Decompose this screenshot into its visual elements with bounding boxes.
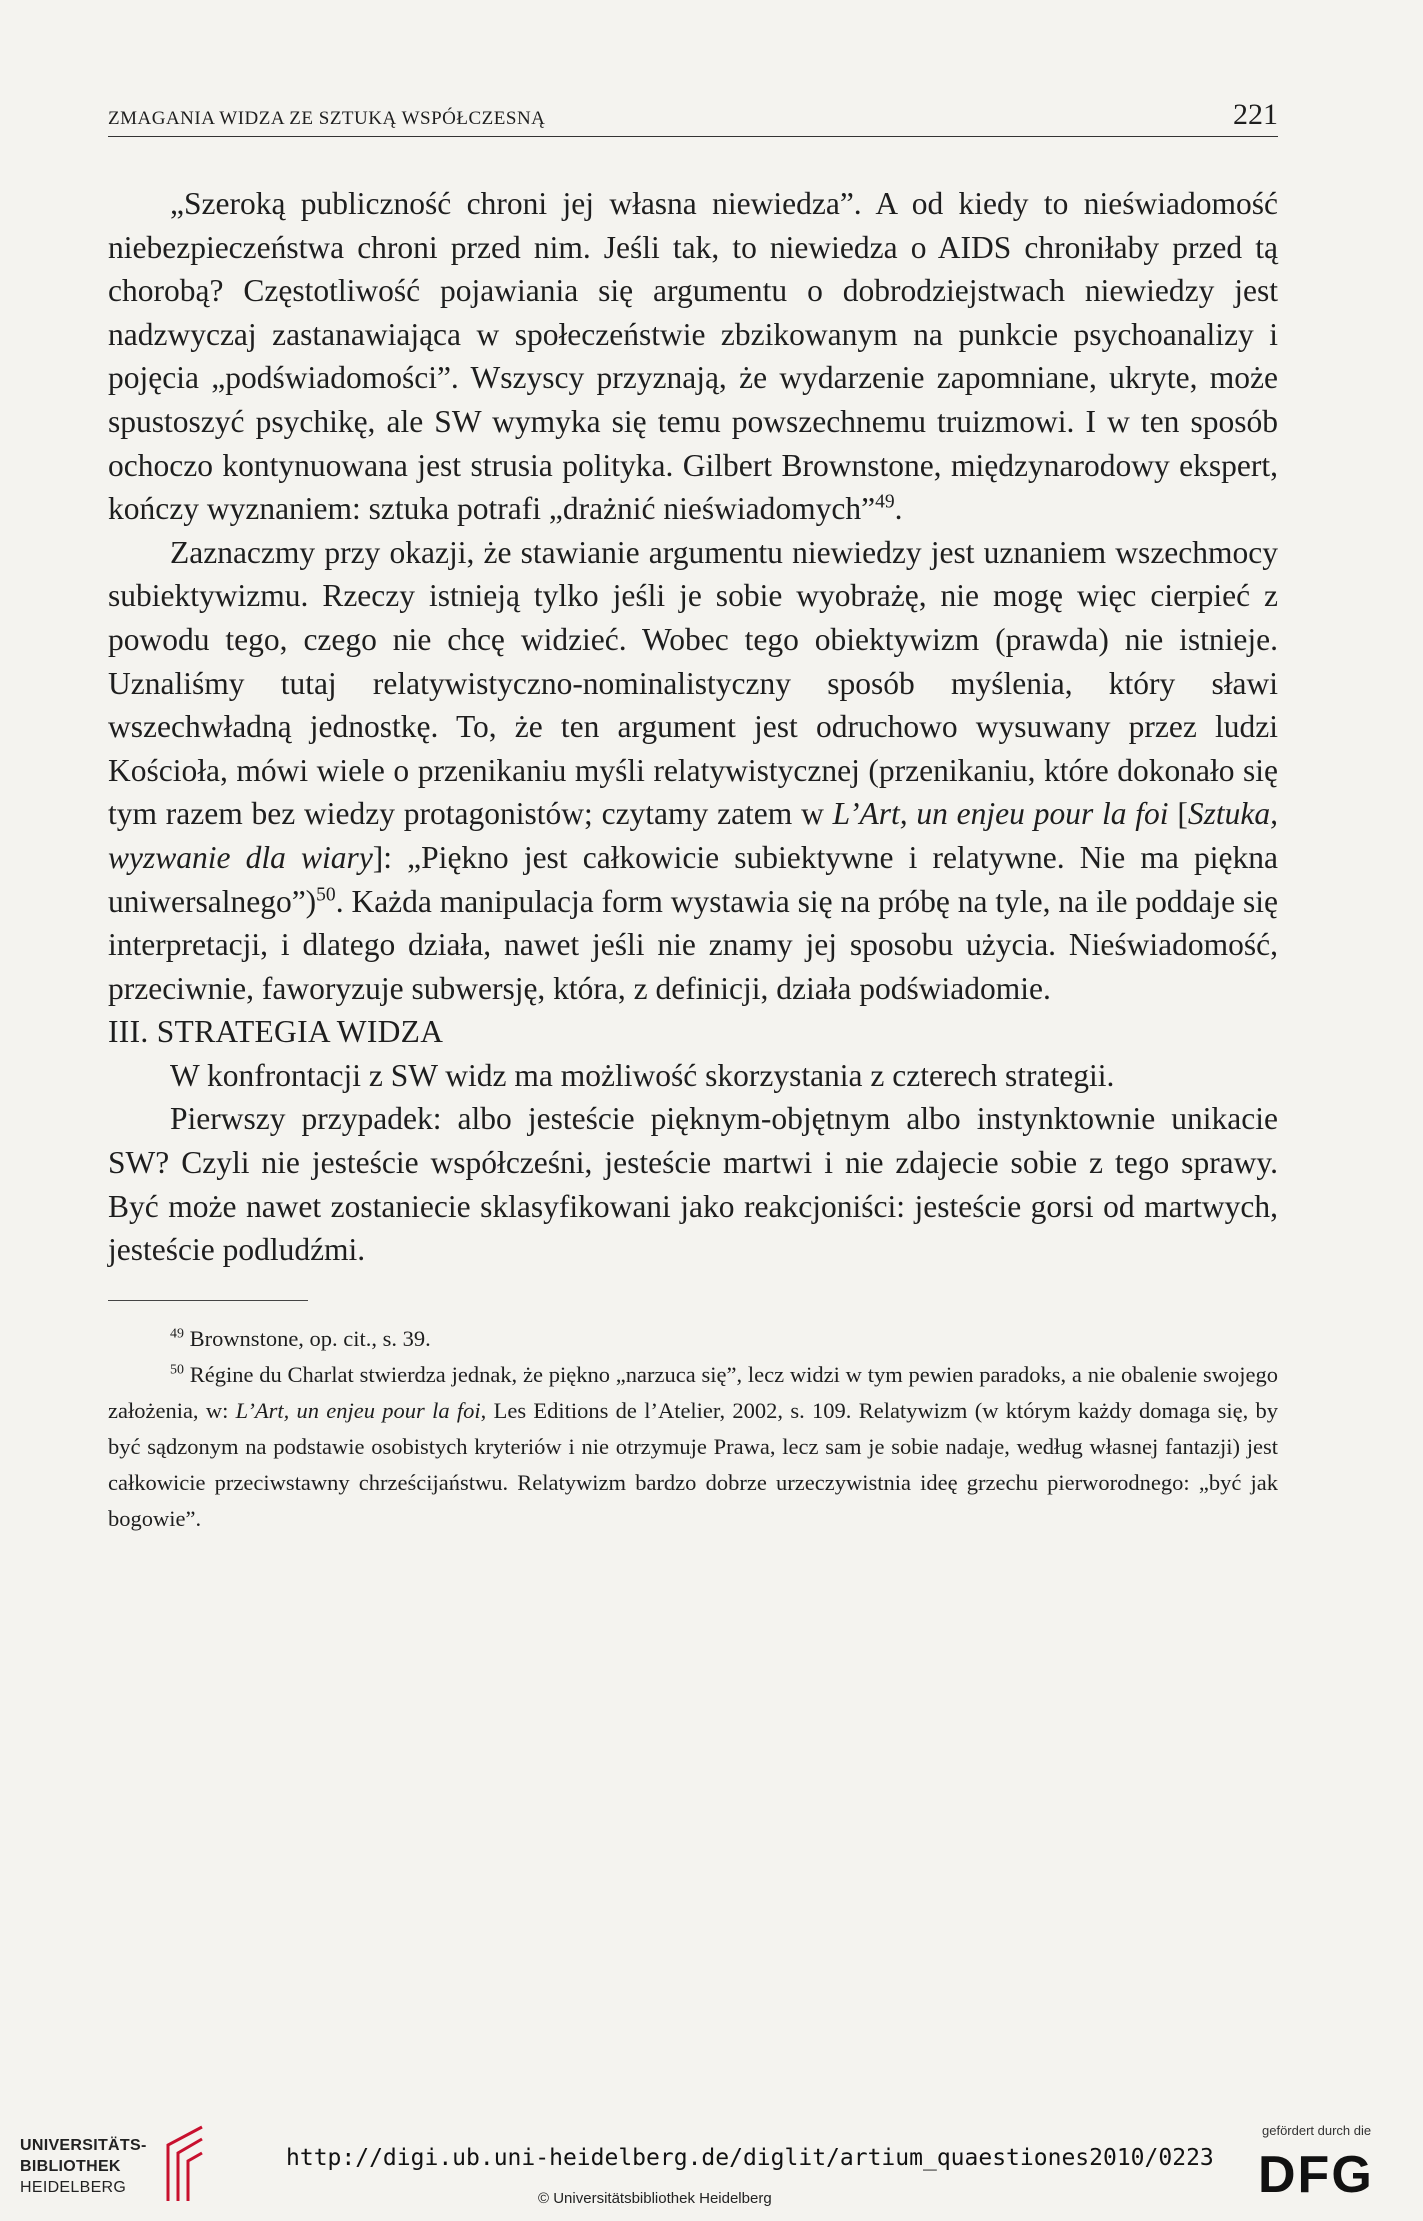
running-title: ZMAGANIA WIDZA ZE SZTUKĄ WSPÓŁCZESNĄ bbox=[108, 108, 546, 129]
library-mark-icon bbox=[160, 2123, 210, 2203]
footnote-49 bbox=[108, 1321, 1278, 1357]
paragraph-1-text: „Szeroką publiczność chroni jej własna niewiedza”. A od kiedy to nieświadomość niebezpieczeństwa chroni przed nim. Jeśli tak, to niewiedza o AIDS chroniłaby przed tą chorobą? Częstotliwość pojawiania się argumentu o dobrodziejstwach niewiedzy jest nadzwyczaj zastanawiająca w społeczeństwie zbzikowanym na punkcie psychoanalizy i pojęcia „podświadomości”. Wszyscy przyznają, że wydarzenie zapomniane, ukryte, może spustoszyć psychikę, ale SW wymyka się temu powszechnemu truizmowi. I w ten sposób ochoczo kontynuowana jest strusia polityka. Gilbert Brownstone, międzynarodowy ekspert, kończy wyznaniem: sztuka potrafi „drażnić nieświadomych” bbox=[108, 186, 1278, 527]
footnote-ref-50: 50 bbox=[316, 884, 336, 905]
library-name-line-3: HEIDELBERG bbox=[20, 2179, 127, 2196]
footnote-divider bbox=[108, 1300, 308, 1301]
book-title-french: L’Art, un enjeu pour la foi bbox=[832, 796, 1169, 832]
footnote-50-book-title: L’Art, un enjeu pour la foi bbox=[235, 1397, 481, 1423]
footnote-50-rest: , Les Editions de l’Atelier, 2002, s. 109. Relatywizm (w którym każdy domaga się, by być sądzonym na podstawie osobistych kryteriów i nie otrzymuje Prawa, lecz sam je sobie nadaje, według własnej fantazji) jest całkowicie przeciwstawny chrześcijaństwu. Relatywizm bardzo dobrze urzeczywistnia ideę grzechu pierworodnego: „być jak bogowie”. bbox=[108, 1397, 1278, 1531]
dfg-funding-badge bbox=[1258, 2123, 1408, 2218]
library-logo[interactable] bbox=[20, 2123, 230, 2213]
footnote-49-number: 49 bbox=[170, 1326, 184, 1342]
footnote-50-number: 50 bbox=[170, 1362, 184, 1378]
paragraph-2-bracket: [ bbox=[1168, 796, 1188, 832]
footnote-ref-49: 49 bbox=[875, 491, 895, 513]
library-name-line-1: UNIVERSITÄTS- bbox=[20, 2137, 147, 2154]
paragraph-1 bbox=[108, 182, 1278, 531]
dfg-logo: DFG bbox=[1258, 2146, 1374, 2204]
paragraph-3: W konfrontacji z SW widz ma możliwość skorzystania z czterech strategii. bbox=[170, 1057, 1115, 1093]
library-name-line-2: BIBLIOTHEK bbox=[20, 2158, 121, 2175]
paragraph-1-end: . bbox=[894, 491, 903, 527]
section-heading: III. STRATEGIA WIDZA bbox=[108, 1014, 444, 1050]
running-header bbox=[108, 96, 1278, 137]
footnotes bbox=[108, 1321, 1278, 1537]
main-text bbox=[108, 182, 1278, 1537]
dfg-tagline: gefördert durch die bbox=[1262, 2123, 1372, 2138]
footnote-50 bbox=[108, 1357, 1278, 1537]
copyright-notice: © Universitätsbibliothek Heidelberg bbox=[538, 2190, 772, 2207]
paragraph-4: Pierwszy przypadek: albo jesteście pięknym-objętnym albo instynktownie unikacie SW? Czyli nie jesteście współcześni, jesteście martwi i nie zdajecie sobie z tego sprawy. Być może nawet zostaniecie sklasyfikowani jako reakcjoniści: jesteście gorsi od martwych, jesteście podludźmi. bbox=[108, 1101, 1278, 1268]
paragraph-2-quote: ]: „Piękno jest całkowicie subiektywne i relatywne. Nie ma piękna uniwersalnego”) bbox=[108, 839, 1278, 919]
footnote-49-text: Brownstone, op. cit., s. 39. bbox=[183, 1325, 431, 1351]
permalink-url[interactable]: http://digi.ub.uni-heidelberg.de/diglit/artium_quaestiones2010/0223 bbox=[286, 2145, 1214, 2171]
digitization-footer bbox=[0, 2105, 1423, 2221]
footnote-50-text: Régine du Charlat stwierdza jednak, że piękno „narzuca się”, lecz widzi w tym pewien paradoks, a nie obalenie swojego założenia, w: bbox=[108, 1361, 1278, 1423]
paragraph-2-rest: . Każda manipulacja form wystawia się na próbę na tyle, na ile poddaje się interpretacji, i dlatego działa, nawet jeśli nie znamy jej sposobu użycia. Nieświadomość, przeciwnie, faworyzuje subwersję, która, z definicji, działa podświadomie. bbox=[108, 883, 1278, 1006]
paragraph-2-text: Zaznaczmy przy okazji, że stawianie argumentu niewiedzy jest uznaniem wszechmocy subiektywizmu. Rzeczy istnieją tylko jeśli je sobie wyobrażę, nie mogę więc cierpieć z powodu tego, czego nie chcę widzieć. Wobec tego obiektywizm (prawda) nie istnieje. Uznaliśmy tutaj relatywistyczno-nominalistyczny sposób myślenia, który sławi wszechwładną jednostkę. To, że ten argument jest odruchowo wysuwany przez ludzi Kościoła, mówi wiele o przenikaniu myśli relatywistycznej (przenikaniu, które dokonało się tym razem bez wiedzy protagonistów; czytamy zatem w bbox=[108, 534, 1278, 832]
book-title-polish: Sztuka, wyzwanie dla wiary bbox=[108, 796, 1278, 875]
page-number: 221 bbox=[1233, 98, 1278, 131]
paragraph-2 bbox=[108, 531, 1278, 1011]
